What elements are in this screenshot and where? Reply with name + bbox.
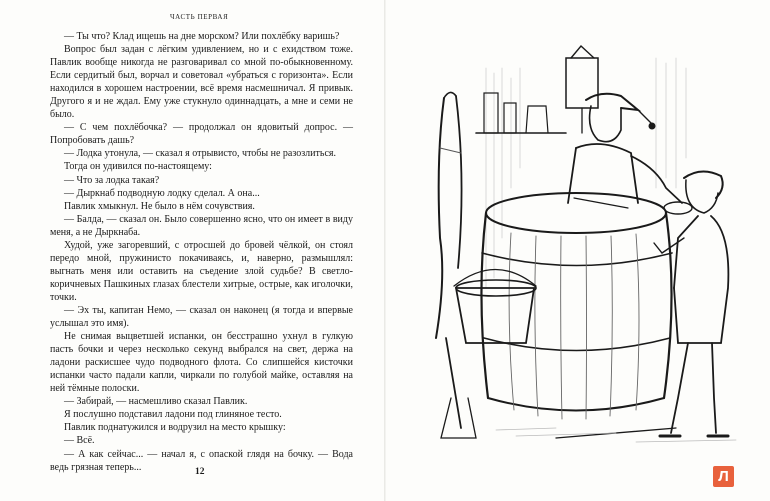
body-text <box>50 30 353 474</box>
paragraph: — Балда, — сказал он. Было совершенно ясно, что он имеет в виду меня, а не Дыркнаба. <box>50 213 353 238</box>
paragraph: Не снимая выцветшей испанки, он бесстрашно ухнул в гулкую пасть бочки и через несколько секунд выбрался на свет, держа на ладони раскисшее чудо подводного флота. Со слипшейся кисточки испанки часто падали капли, чиркали по голубой майке, оставляя на ней тёмные полоски. <box>50 331 353 395</box>
paragraph: — С чем похлёбочка? — продолжал он ядовитый допрос. — Попробовать дашь? <box>50 122 353 147</box>
paragraph: Вопрос был задан с лёгким удивлением, но и с ехидством тоже. Павлик вообще никогда не разговаривал со мной по-обыкновенному. Если сердитый был, ворчал и советовал «убраться с горизонта». Если находился в хорошем настроении, всё время насмешничал. Я привык. Другого я и не ждал. Ему уже стукнуло одиннадцать, а мне и семи не было. <box>50 44 353 121</box>
paragraph: Тогда он удивился по-настоящему: <box>64 161 212 173</box>
paragraph: — Всё. <box>64 435 95 447</box>
paragraph: — Лодка утонула, — сказал я отрывисто, чтобы не разозлиться. <box>64 148 336 160</box>
paragraph: — Что за лодка такая? <box>64 174 160 186</box>
paragraph: Павлик поднатужился и водрузил на место крышку: <box>64 422 286 434</box>
publisher-logo-icon <box>713 466 734 487</box>
paragraph: Худой, уже загоревший, с отросшей до бровей чёлкой, он стоял передо мной, пружинисто покачиваясь, и, наверно, размышлял: выгнать меня или оставить на съедение злой судьбе? В светло-коричневых Пашкиных глазах блестели хитрые, острые, как иголочки, точки. <box>50 239 353 303</box>
page-number: 12 <box>195 467 205 477</box>
paragraph: — Ты что? Клад ищешь на дне морском? Или похлёбку варишь? <box>64 31 340 42</box>
paragraph: — А как сейчас... — начал я, с опаской глядя на бочку. — Вода ведь грязная теперь... <box>50 448 353 473</box>
publisher-logo-letter: Л <box>718 468 729 485</box>
paragraph: — Эх ты, капитан Немо, — сказал он наконец (я тогда и впервые услышал это имя). <box>50 304 353 330</box>
right-page <box>386 0 770 501</box>
paragraph: Павлик хмыкнул. Не было в нём сочувствия. <box>64 200 255 212</box>
paragraph: — Забирай, — насмешливо сказал Павлик. <box>64 396 248 408</box>
illustration <box>416 38 746 468</box>
paragraph: Я послушно подставил ладони под глиняное тесто. <box>64 409 282 421</box>
running-head: ЧАСТЬ ПЕРВАЯ <box>170 13 229 21</box>
paragraph: — Дыркнаб подводную лодку сделал. А она... <box>64 187 260 199</box>
